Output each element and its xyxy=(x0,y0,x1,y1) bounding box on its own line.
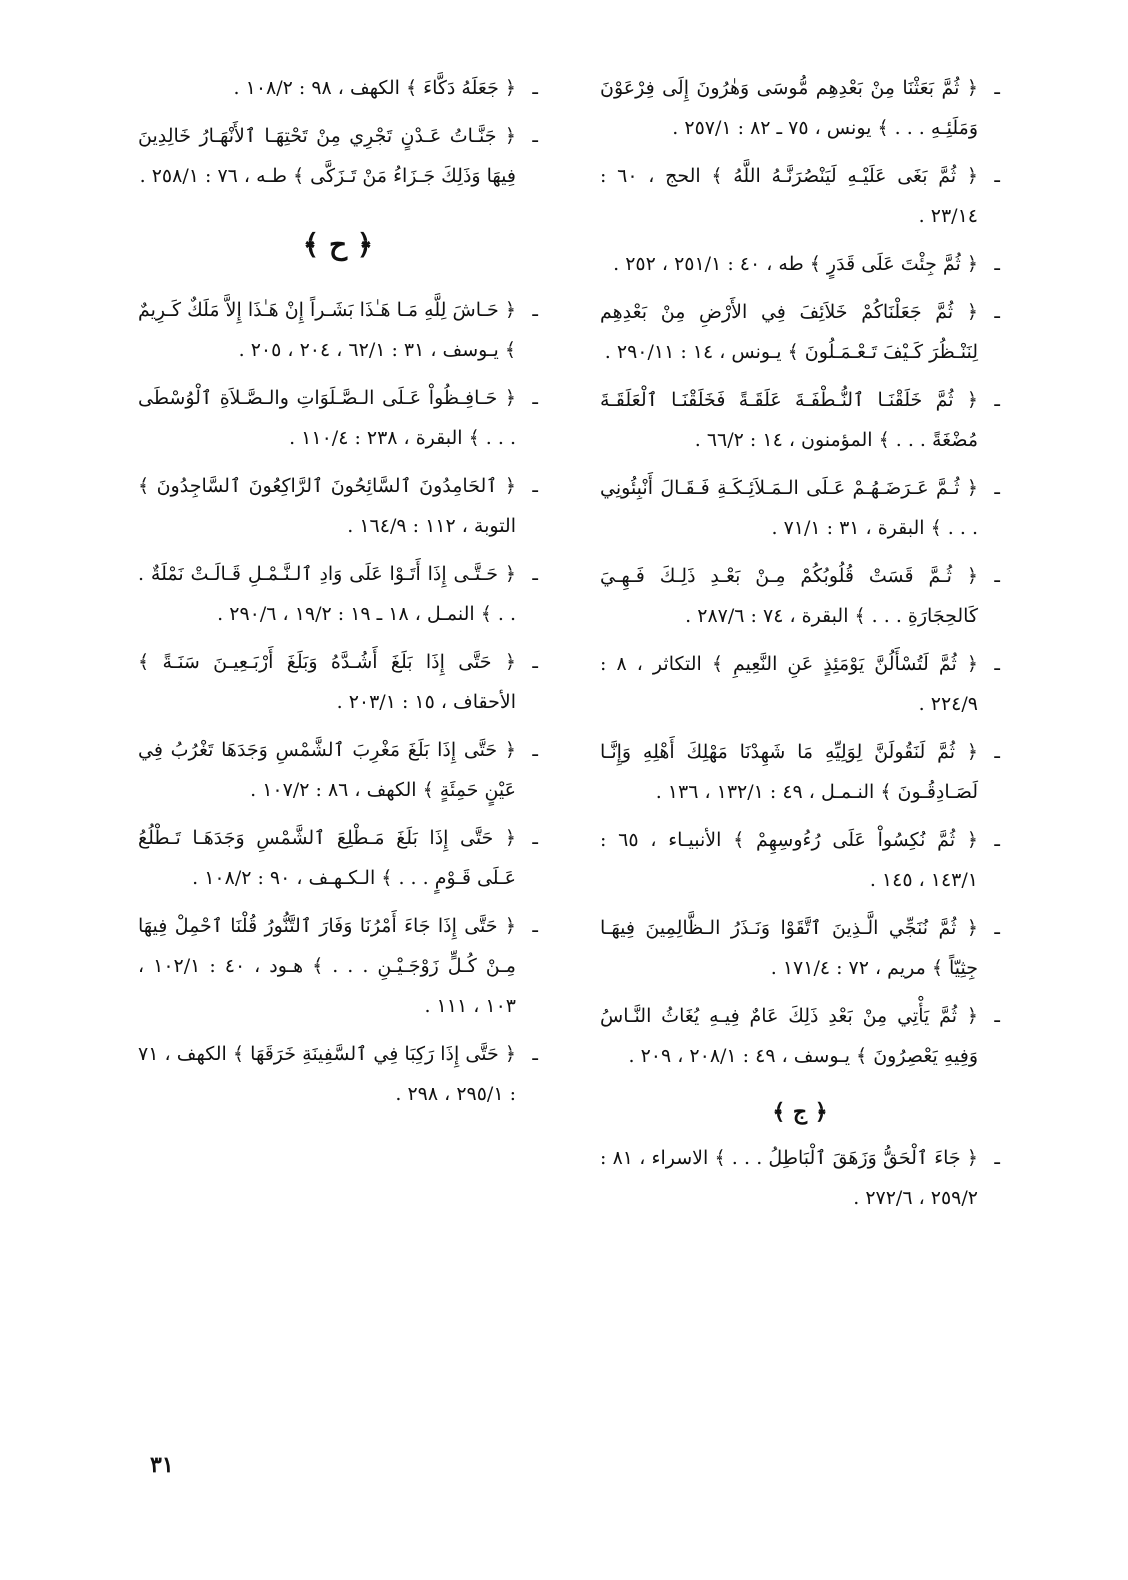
section-heading-ha: ﴿ ح ﴾ xyxy=(302,228,374,261)
left-column xyxy=(138,68,538,1122)
index-entry: ـ﴿ حَتَّى إِذَا بَلَغَ مَـطْلِعَ ٱلشَّمْسِ وَجَدَهَـا تَـطْلُعُ عَـلَى قَـوْمٍ . . . ﴾ الـكـهـف ، ٩٠ : ١٠٨/٢ . xyxy=(138,827,538,889)
index-entry: ـ﴿ ثُمَّ بَغَى عَلَيْـهِ لَيَنْصُرَنَّـهُ اللَّهُ ﴾ الحج ، ٦٠ : ٢٣/١٤ . xyxy=(600,165,1000,227)
index-entry: ـ﴿ ثُمَّ يَأْتِي مِنْ بَعْدِ ذَلِكَ عَامٌ فِيـهِ يُغَاثُ النَّـاسُ وَفِيهِ يَعْصِرُونَ ﴾ يـوسف ، ٤٩ : ٢٠٨/١ ، ٢٠٩ . xyxy=(600,1005,1000,1067)
index-entry: ـ﴿ ثُمَّ نُنَجِّي الَّـذِينَ ٱتَّقَوْا وَنَـذَرُ الـظَّالِمِينَ فِيهَـا جِثِيّاً ﴾ مريم ، ٧٢ : ١٧١/٤ . xyxy=(600,917,1000,979)
index-entry: ـ﴿ ثُمَّ خَلَقْنَـا ٱلنُّـطْفَـةَ عَلَقَـةً فَخَلَقْنَـا ٱلْعَلَقَـةَ مُضْغَةً . . . ﴾ المؤمنون ، ١٤ : ٦٦/٢ . xyxy=(600,389,1000,451)
index-entry: ـ﴿ ثُمَّ بَعَثْنَا مِنْ بَعْدِهِم مُّوسَى وَهٰرُونَ إِلَى فِرْعَوْنَ وَمَلَئِـهِ . . . ﴾ يونس ، ٧٥ ـ ٨٢ : ٢٥٧/١ . xyxy=(600,77,1000,139)
index-entry: ـ﴿ حَـافِـظُواْ عَـلَى الـصَّـلَوَاتِ والـصَّـلاَةِ ٱلْوُسْطَى . . . ﴾ البقرة ، ٢٣٨ : ١١٠/٤ . xyxy=(138,387,538,449)
page-number: ٣١ xyxy=(150,1452,174,1478)
index-entry: ـ﴿ حَتَّى إِذَا رَكِبَا فِي ٱلسَّفِينَةِ خَرَقَهَا ﴾ الكهف ، ٧١ : ٢٩٥/١ ، ٢٩٨ . xyxy=(138,1043,538,1105)
index-entry: ـ﴿ ثُمَّ لَتُسْأَلُنَّ يَوْمَئِذٍ عَنِ النَّعِيمِ ﴾ التكاثر ، ٨ : ٢٢٤/٩ . xyxy=(600,653,1000,715)
index-entry: ـ﴿ ٱلحَامِدُونَ ٱلسَّائِحُونَ ٱلرَّاكِعُونَ ٱلسَّاجِدُونَ ﴾ التوبة ، ١١٢ : ١٦٤/٩ . xyxy=(138,475,538,537)
index-entry: ـ﴿ جَاءَ ٱلْحَقُّ وَزَهَقَ ٱلْبَاطِلُ . . . ﴾ الاسراء ، ٨١ : ٢٥٩/٢ ، ٢٧٢/٦ . xyxy=(600,1147,1000,1209)
index-entry: ـ﴿ ثُمَّ نُكِسُواْ عَلَى رُءُوسِهِمْ ﴾ الأنبيـاء ، ٦٥ : ١٤٣/١ ، ١٤٥ . xyxy=(600,829,1000,891)
index-entry: ـ﴿ حَـتَّـى إِذَا أَتَـوْا عَلَى وَادِ ٱلـنَّـمْـلِ قَـالَـتْ نَمْلَةٌ . . . ﴾ النمـل ، ١٨ ـ ١٩ : ١٩/٢ ، ٢٩٠/٦ . xyxy=(138,563,538,625)
index-entry: ـ﴿ جَنَّـاتُ عَـدْنٍ تَجْرِي مِنْ تَحْتِهَـا ٱلأَنْهَـارُ خَالِدِينَ فِيهَا وَذَلِكَ جَـزَاءُ مَنْ تَـزَكَّى ﴾ طـه ، ٧٦ : ٢٥٨/١ . xyxy=(138,125,538,187)
index-entry: ـ﴿ حَـاشَ لِلَّهِ مَـا هَـٰذَا بَشَـراً إِنْ هَـٰذَا إِلاَّ مَلَكٌ كَـرِيمٌ ﴾ يـوسف ، ٣١ : ٦٢/١ ، ٢٠٤ ، ٢٠٥ . xyxy=(138,299,538,361)
index-entry: ـ﴿ جَعَلَهُ دَكَّاءَ ﴾ الكهف ، ٩٨ : ١٠٨/٢ . xyxy=(233,77,538,99)
index-entry: ـ﴿ حَتَّى إِذَا بَلَغَ أَشُـدَّهُ وَبَلَغَ أَرْبَـعِيـنَ سَنَـةً ﴾ الأحقاف ، ١٥ : ٢٠٣/١ . xyxy=(138,651,538,713)
index-entry: ـ﴿ حَتَّى إِذَا بَلَغَ مَغْرِبَ ٱلشَّمْسِ وَجَدَهَا تَغْرُبُ فِي عَيْنٍ حَمِئَةٍ ﴾ الكهف ، ٨٦ : ١٠٧/٢ . xyxy=(138,739,538,801)
section-heading-jim: ﴿ ج ﴾ xyxy=(772,1099,828,1125)
index-entry: ـ﴿ ثُمَّ جَعَلْنَاكُمْ خَلاَئِفَ فِي الأَرْضِ مِنْ بَعْدِهِم لِنَنْـظُرَ كَـيْفَ تَـعْـمَـلُونَ ﴾ يـونس ، ١٤ : ٢٩٠/١١ . xyxy=(600,301,1000,363)
index-entry: ـ﴿ ثُـمَّ عَـرَضَـهُـمْ عَـلَى الـمَـلاَئِـكَـةِ فَـقَـالَ أَنْبِئُونِي . . . ﴾ البقرة ، ٣١ : ٧١/١ . xyxy=(600,477,1000,539)
index-entry: ـ﴿ ثُـمَّ قَسَتْ قُلُوبُكُمْ مِـنْ بَعْـدِ ذَلِـكَ فَـهِـيَ كَالحِجَارَةِ . . . ﴾ البقرة ، ٧٤ : ٢٨٧/٦ . xyxy=(600,565,1000,627)
index-entry: ـ﴿ ثُمَّ لَنَقُولَنَّ لِوَلِيِّهِ مَا شَهِدْنَا مَهْلِكَ أَهْلِهِ وَإِنَّـا لَصَـادِقُـونَ ﴾ النـمـل ، ٤٩ : ١٣٢/١ ، ١٣٦ . xyxy=(600,741,1000,803)
right-column xyxy=(600,68,1000,1226)
index-entry: ـ﴿ حَتَّى إِذَا جَاءَ أَمْرُنَا وَفَارَ ٱلتَّنُّورُ قُلْنَا ٱحْمِلْ فِيهَا مِـنْ كُـلٍّ زَوْجَـيْـنِ . . . ﴾ هـود ، ٤٠ : ١٠٢/١ ، ١٠٣ ، ١١١ . xyxy=(138,915,538,1017)
index-entry: ـ﴿ ثُمَّ جِئْتَ عَلَى قَدَرٍ ﴾ طه ، ٤٠ : ٢٥١/١ ، ٢٥٢ . xyxy=(613,253,1000,275)
